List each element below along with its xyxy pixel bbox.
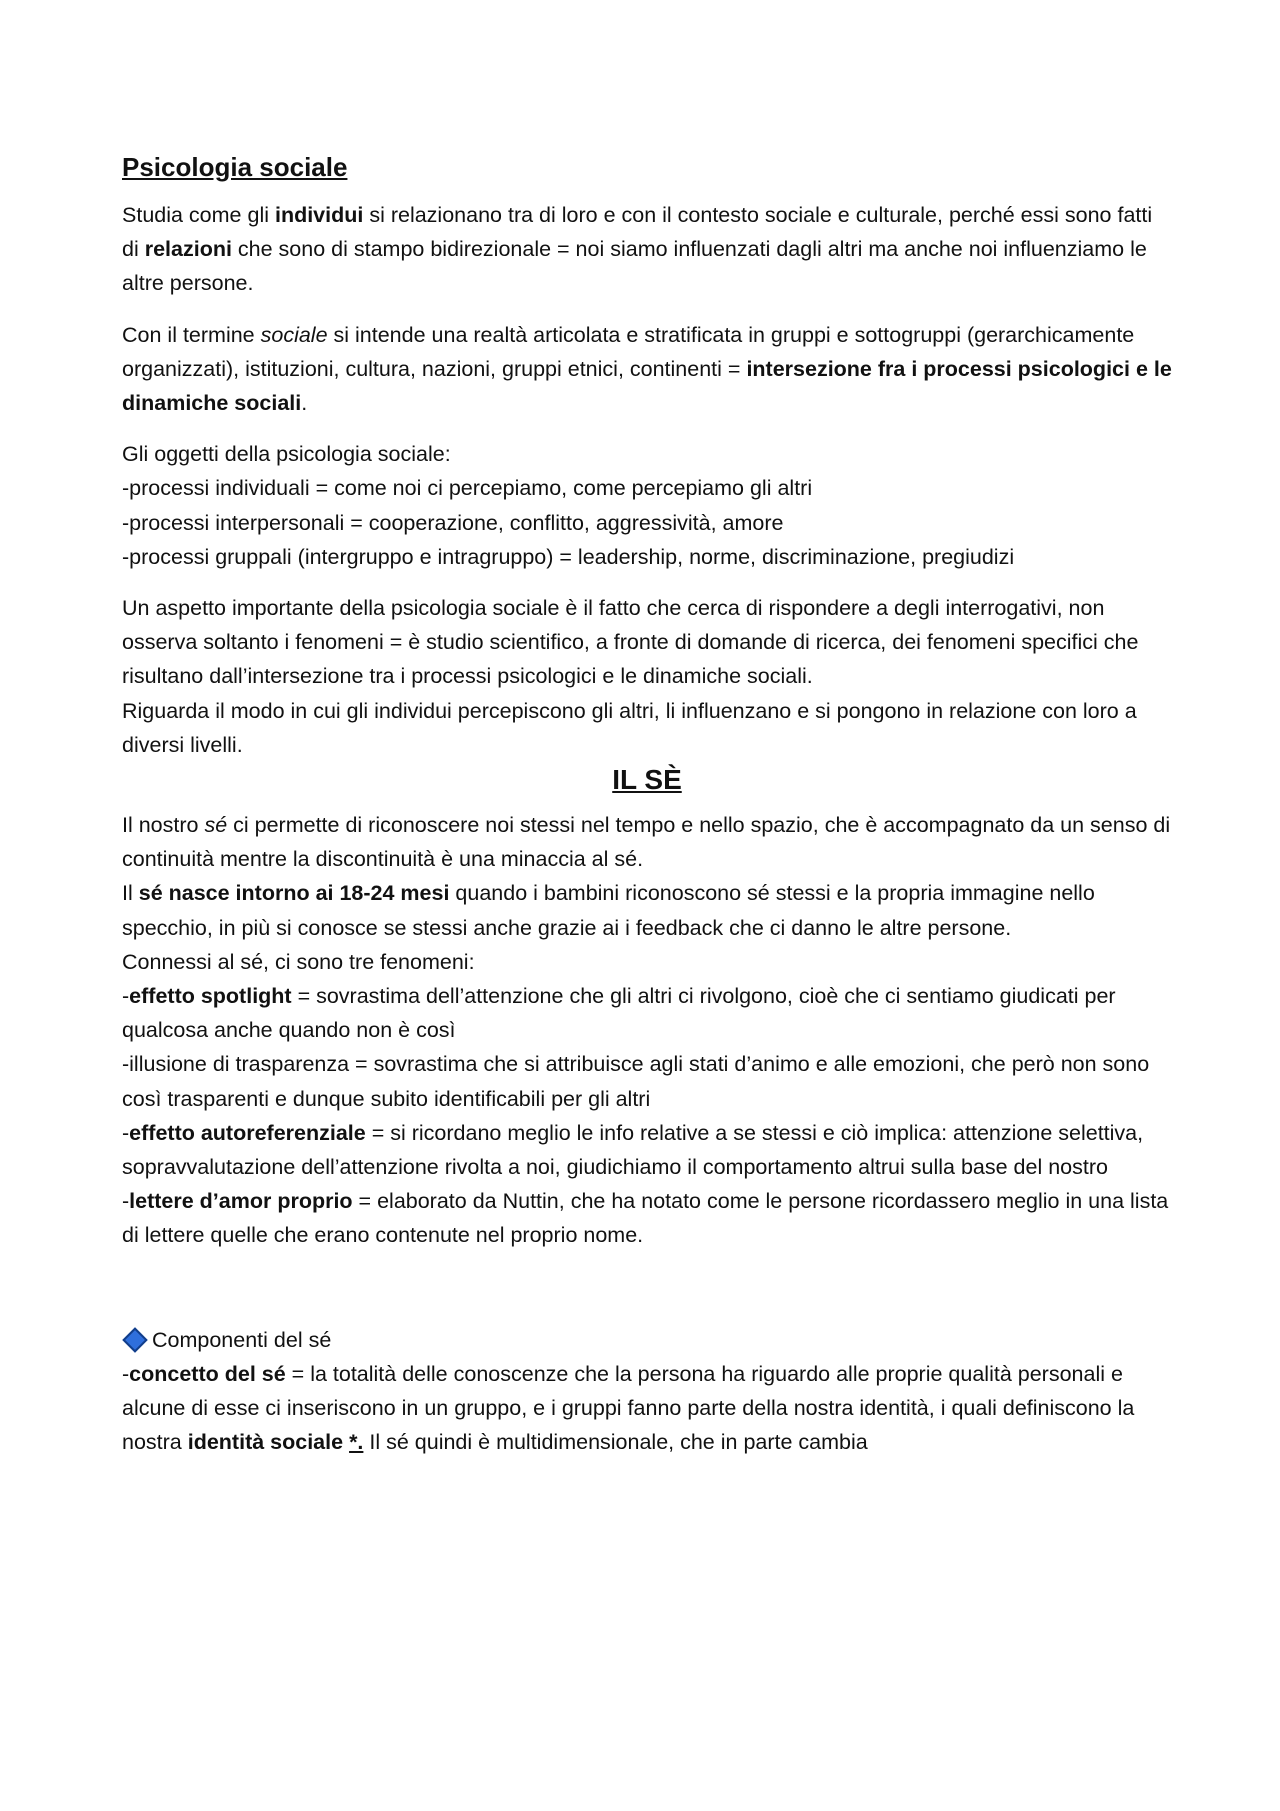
blue-diamond-icon	[122, 1327, 147, 1352]
paragraph-sociale: Con il termine sociale si intende una realtà articolata e stratificata in gruppi e sottogruppi (gerarchicamente organizzati), istituzioni, cultura, nazioni, gruppi etnici, continenti = intersezione fra i processi psicologici e le dinamiche sociali.	[122, 322, 1172, 416]
heading-componenti-del-se: Componenti del sé	[122, 1323, 1172, 1357]
line-effetto-autoreferenziale: -effetto autoreferenziale = si ricordano meglio le info relative a se stessi e ciò implica: attenzione selettiva, sopravvalutazione dell’attenzione rivolta a noi, giudichiamo il comportamento altrui sulla base del nostro	[122, 1120, 1144, 1180]
section-title-il-se: IL SÈ	[612, 764, 682, 796]
line-illusione-trasparenza: -illusione di trasparenza = sovrastima che si attribuisce agli stati d’animo e alle emozioni, che però non sono così trasparenti e dunque subito identificabili per gli altri	[122, 1052, 1150, 1111]
line-nostro-se: Il nostro sé ci permette di riconoscere noi stessi nel tempo e nello spazio, che è accompagnato da un senso di continuità mentre la discontinuità è una minaccia al sé.	[122, 813, 1171, 872]
oggetti-intro: Gli oggetti della psicologia sociale:	[122, 442, 451, 467]
paragraph-aspetto-text: Un aspetto importante della psicologia sociale è il fatto che cerca di rispondere a degli interrogativi, non osserva soltanto i fenomeni = è studio scientifico, a fronte di domande di ricerca, dei fenomeni specifici che risultano dall’intersezione tra i processi psicologici e le dinamiche sociali.	[122, 596, 1139, 689]
paragraph-aspetto	[122, 591, 1172, 762]
line-connessi: Connessi al sé, ci sono tre fenomeni:	[122, 949, 475, 974]
paragraph-definition: Studia come gli individui si relazionano tra di loro e con il contesto sociale e culturale, perché essi sono fatti di relazioni che sono di stampo bidirezionale = noi siamo influenzati dagli altri ma anche noi influenziamo le altre persone.	[122, 203, 1153, 296]
line-effetto-spotlight: -effetto spotlight = sovrastima dell’attenzione che gli altri ci rivolgono, cioè che ci sentiamo giudicati per qualcosa anche quando non è così	[122, 984, 1116, 1043]
section-il-se-body	[122, 808, 1172, 1253]
list-item: -processi gruppali (intergruppo e intragruppo) = leadership, norme, discriminazione, pregiudizi	[122, 544, 1015, 569]
list-item: -processi individuali = come noi ci percepiamo, come percepiamo gli altri	[122, 476, 813, 501]
line-lettere-amor-proprio: -lettere d’amor proprio = elaborato da Nuttin, che ha notato come le persone ricordassero meglio in una lista di lettere quelle che erano contenute nel proprio nome.	[122, 1189, 1169, 1248]
section-title-psicologia-sociale: Psicologia sociale	[122, 152, 348, 182]
paragraph-oggetti	[122, 437, 1172, 574]
line-se-nasce: Il sé nasce intorno ai 18-24 mesi quando i bambini riconoscono sé stessi e la propria immagine nello specchio, in più si conosce se stessi anche grazie ai i feedback che ci danno le altre persone.	[122, 881, 1095, 940]
paragraph-riguarda-text: Riguarda il modo in cui gli individui percepiscono gli altri, li influenzano e si pongono in relazione con loro a diversi livelli.	[122, 698, 1137, 757]
document-page	[122, 150, 1172, 1460]
list-item: -processi interpersonali = cooperazione, conflitto, aggressività, amore	[122, 510, 784, 535]
line-concetto-del-se: -concetto del sé = la totalità delle conoscenze che la persona ha riguardo alle proprie qualità personali e alcune di esse ci inseriscono in un gruppo, e i gruppi fanno parte della nostra identità, i quali definiscono la nostra identità sociale *. Il sé quindi è multidimensionale, che in parte cambia	[122, 1361, 1135, 1455]
